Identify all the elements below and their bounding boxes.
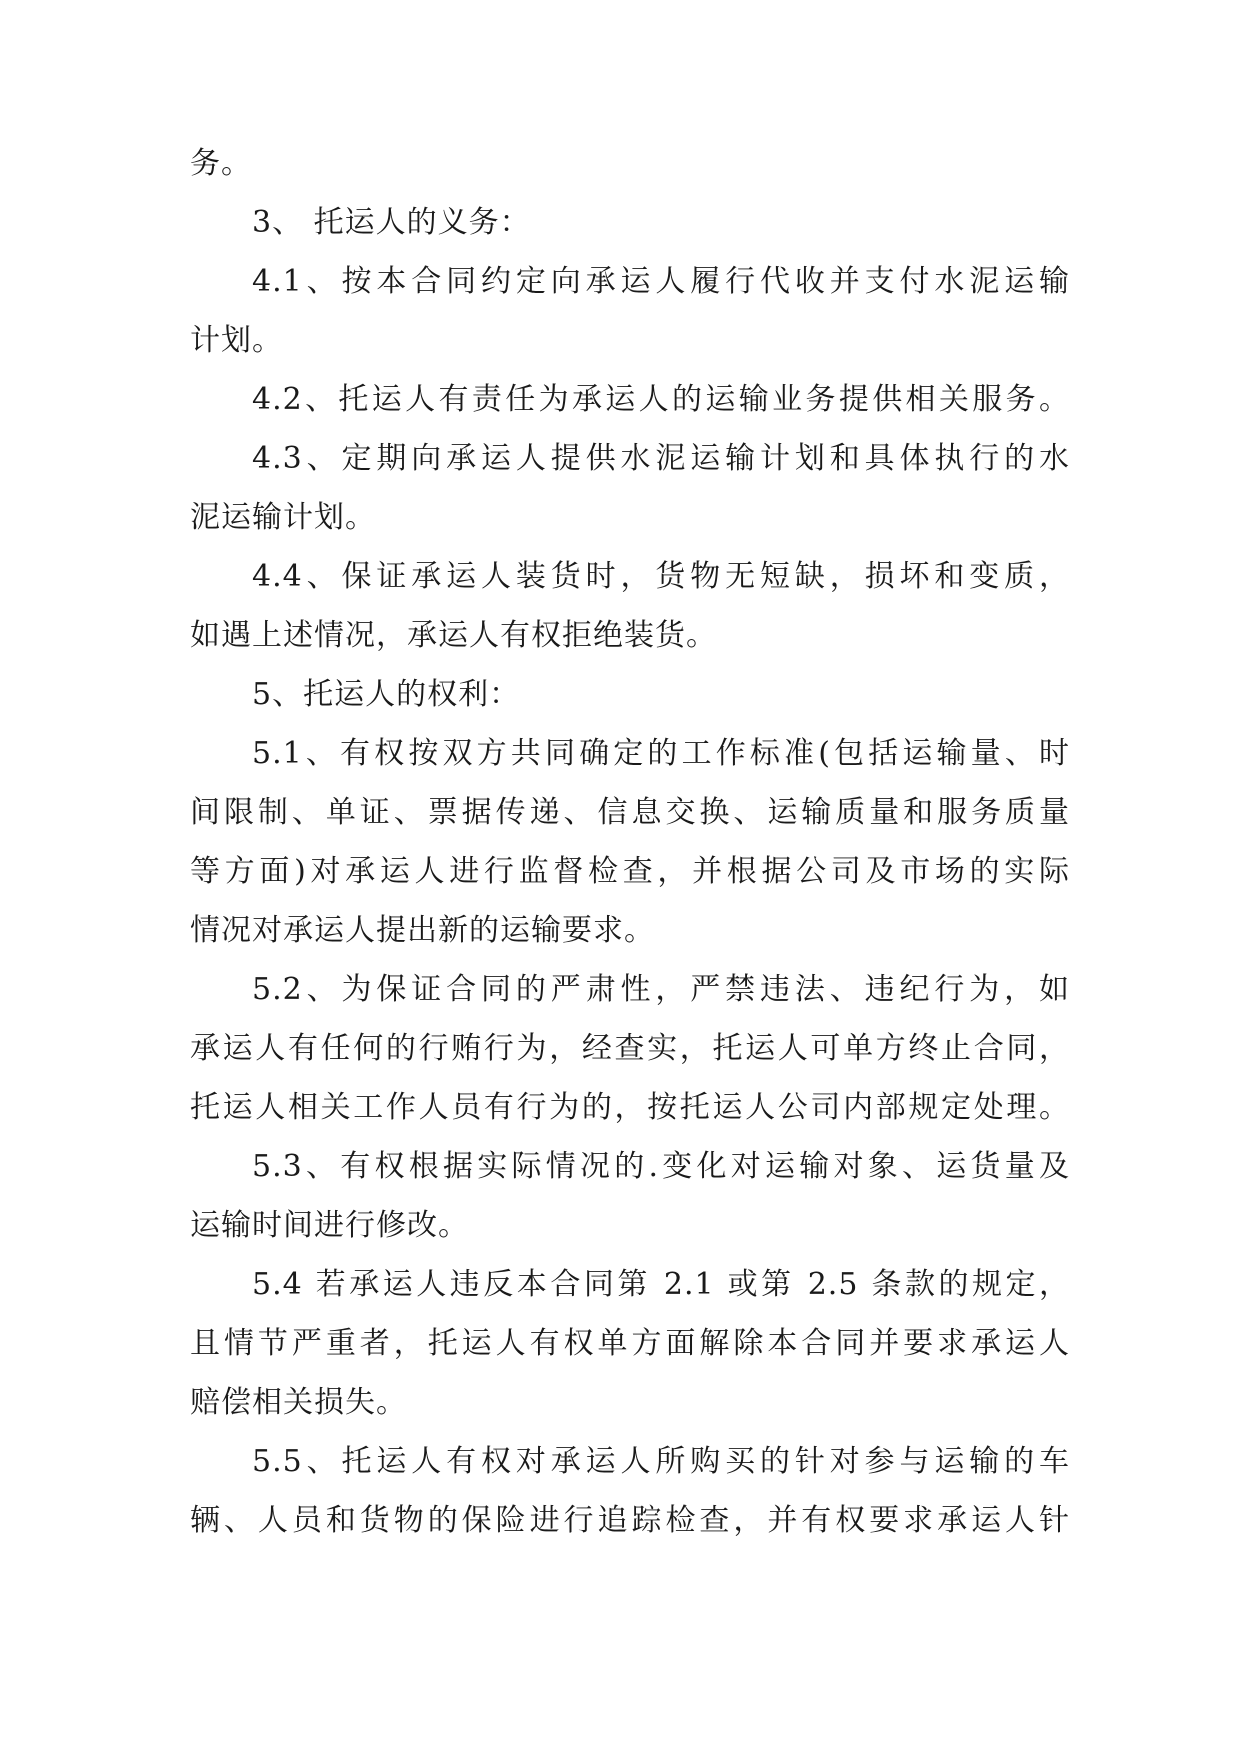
text-line: 5.4 若承运人违反本合同第 2.1 或第 2.5 条款的规定， xyxy=(252,1267,1070,1302)
text-line: 赔偿相关损失。 xyxy=(190,1385,407,1420)
text-line: 4.1、按本合同约定向承运人履行代收并支付水泥运输 xyxy=(252,264,1070,299)
section-heading: 3、 托运人的义务： xyxy=(252,205,531,240)
text-line: 4.3、定期向承运人提供水泥运输计划和具体执行的水 xyxy=(252,441,1070,476)
text-line: 运输时间进行修改。 xyxy=(190,1208,469,1243)
text-line: 且情节严重者，托运人有权单方面解除本合同并要求承运人 xyxy=(190,1326,1070,1361)
text-line: 等方面)对承运人进行监督检查，并根据公司及市场的实际 xyxy=(190,854,1070,889)
text-line: 4.2、托运人有责任为承运人的运输业务提供相关服务。 xyxy=(252,382,1070,417)
text-line: 承运人有任何的行贿行为，经查实，托运人可单方终止合同， xyxy=(190,1031,1070,1066)
text-line: 计划。 xyxy=(190,323,283,358)
text-line: 间限制、单证、票据传递、信息交换、运输质量和服务质量 xyxy=(190,795,1070,830)
text-line: 托运人相关工作人员有行为的，按托运人公司内部规定处理。 xyxy=(190,1090,1070,1125)
text-line: 4.4、保证承运人装货时，货物无短缺，损坏和变质， xyxy=(252,559,1070,594)
text-line: 5.3、有权根据实际情况的.变化对运输对象、运货量及 xyxy=(252,1149,1070,1184)
text-line: 5.1、有权按双方共同确定的工作标准(包括运输量、时 xyxy=(252,736,1070,771)
text-line: 情况对承运人提出新的运输要求。 xyxy=(190,913,655,948)
text-line: 辆、人员和货物的保险进行追踪检查，并有权要求承运人针 xyxy=(190,1503,1070,1538)
text-line: 5.2、为保证合同的严肃性，严禁违法、违纪行为，如 xyxy=(252,972,1070,1007)
text-line: 5.5、托运人有权对承运人所购买的针对参与运输的车 xyxy=(252,1444,1070,1479)
section-heading: 5、托运人的权利： xyxy=(252,677,521,712)
text-line: 如遇上述情况，承运人有权拒绝装货。 xyxy=(190,618,717,653)
text-line: 泥运输计划。 xyxy=(190,500,376,535)
text-line: 务。 xyxy=(190,146,252,181)
